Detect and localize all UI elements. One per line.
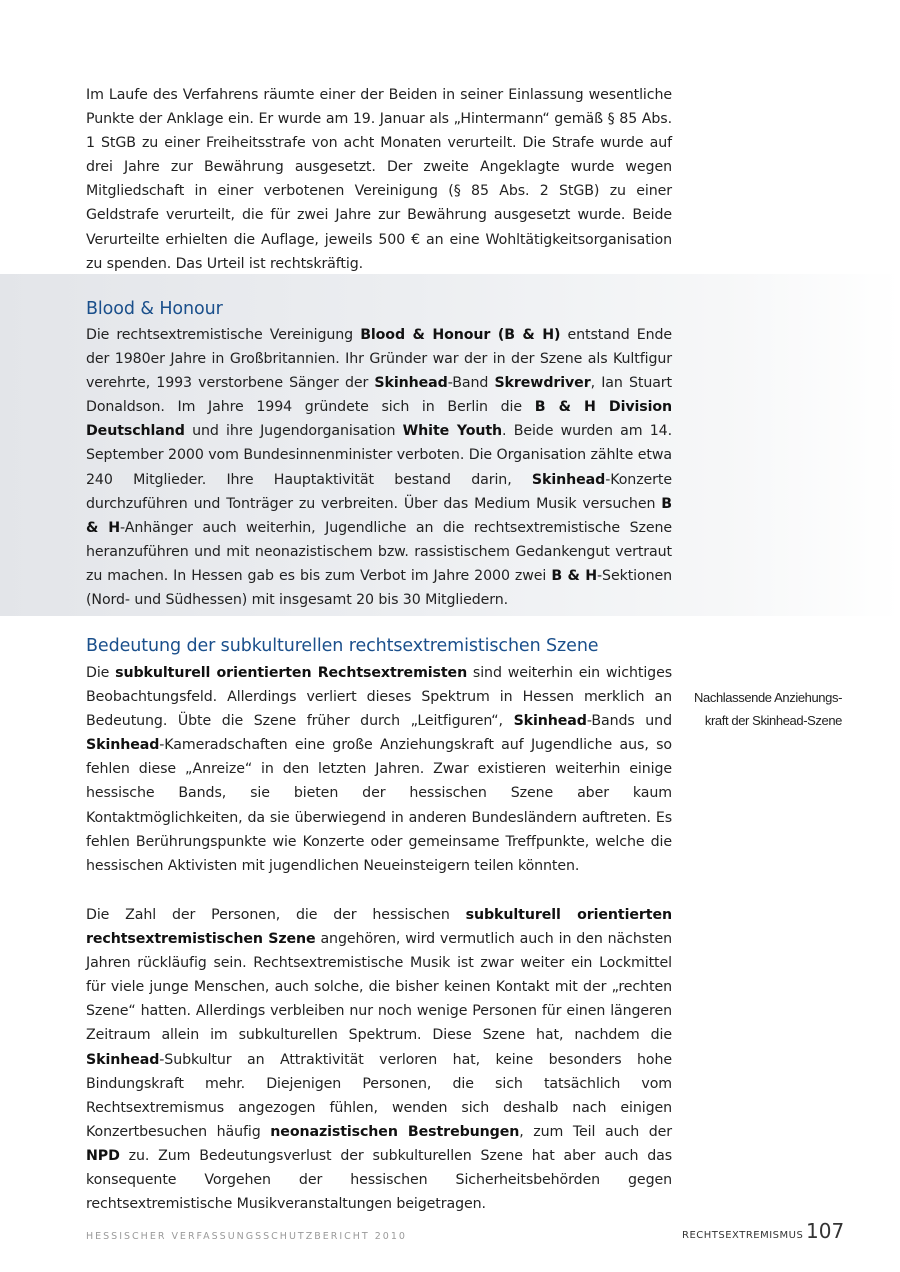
subculture-paragraph-2: Die Zahl der Personen, die der hessischen subkulturell orientierten rechtsextremistischen Szene angehören, wird vermutlich auch in den nächsten Jahren rückläufig sein. Rechtsextremistische Musik ist zwar weiter ein Lockmittel für viele junge Menschen, auch solche, die bisher keinen Kontakt mit der „rechten Szene“ hatten. Allerdings verbleiben nur noch wenige Personen für einen längeren Zeitraum allein im subkulturellen Spektrum. Diese Szene hat, nachdem die Skinhead-Subkultur an Attraktivität verloren hat, keine besonders hohe Bindungskraft mehr. Diejenigen Personen, die sich tatsächlich vom Rechtsextremismus angezogen fühlen, wenden sich deshalb nach einigen Konzertbesuchen häufig neonazistischen Bestrebungen, zum Teil auch der NPD zu. Zum Bedeutungsverlust der subkulturellen Szene hat aber auch das konsequente Vorgehen der hessischen Sicherheitsbehörden gegen rechtsextremistische Musikveranstaltungen beigetragen. <box>86 907 673 1213</box>
bold-term: Skinhead <box>86 737 160 754</box>
bold-term: Skinhead <box>374 375 448 392</box>
bold-term: B & H <box>551 567 598 584</box>
bold-term: neonazistischen Bestrebungen <box>270 1123 520 1140</box>
subculture-paragraph-1: Die subkulturell orientierten Rechtsextremisten sind weiterhin ein wichtiges Beobachtungsfeld. Allerdings verliert dieses Spektrum in Hessen merklich an Bedeutung. Übte die Szene früher durch „Leitfiguren“, Skinhead-Bands und Skinhead-Kameradschaften eine große Anziehungskraft auf Jugendliche aus, so fehlen diese „Anreize“ in den letzten Jahren. Zwar existieren weiterhin einige hessische Bands, sie bieten der hessischen Szene aber kaum Kontaktmöglichkeiten, da sie überwiegend in anderen Bundesländern auftreten. Es fehlen Berührungspunkte wie Konzerte oder gemeinsame Treffpunkte, welche die hessischen Aktivisten mit jugendlichen Neueinsteigern teilen könnten. <box>86 665 672 874</box>
bold-term: Skrewdriver <box>494 375 591 392</box>
bold-term: White Youth <box>402 423 503 440</box>
bold-term: B & H Division Deutschland <box>86 399 672 440</box>
intro-paragraph: Im Laufe des Verfahrens räumte einer der Beiden in seiner Einlassung wesentliche Punkte der Anklage ein. Er wurde am 19. Januar als „Hintermann“ gemäß § 85 Abs. 1 StGB zu einer Freiheitsstrafe von acht Monaten verurteilt. Die Strafe wurde auf drei Jahre zur Bewährung ausgesetzt. Der zweite Angeklagte wurde wegen Mitgliedschaft in einer verbotenen Vereinigung (§ 85 Abs. 2 StGB) zu einer Geldstrafe verurteilt, die für zwei Jahre zur Bewährung ausgesetzt wurde. Beide Verurteilte erhielten die Auflage, jeweils 500 € an eine Wohltätigkeitsorganisation zu spenden. Das Urteil ist rechtskräftig. <box>86 87 672 272</box>
margin-note: Nachlassende Anziehungs-kraft der Skinhead-Szene <box>694 690 842 728</box>
footer-section-name: RECHTSEXTREMISMUS <box>682 1230 804 1241</box>
section-heading-blood-honour: Blood & Honour <box>86 299 223 319</box>
section-heading-subculture: Bedeutung der subkulturellen rechtsextremistischen Szene <box>86 636 599 656</box>
bold-term: subkulturell orientierten Rechtsextremisten <box>115 665 468 681</box>
bold-term: B & H <box>86 495 672 536</box>
bold-term: subkulturell orientierten rechtsextremistischen Szene <box>86 907 672 948</box>
bold-term: Blood & Honour (B & H) <box>360 327 561 343</box>
footer-publication-title: HESSISCHER VERFASSUNGSSCHUTZBERICHT 2010 <box>86 1231 407 1242</box>
bold-term: Skinhead <box>531 471 606 488</box>
bold-term: Skinhead <box>86 1051 160 1068</box>
blood-honour-paragraph: Die rechtsextremistische Vereinigung Blood & Honour (B & H) entstand Ende der 1980er Jahre in Großbritannien. Ihr Gründer war der in der Szene als Kultfigur verehrte, 1993 verstorbene Sänger der Skinhead-Band Skrewdriver, Ian Stuart Donaldson. Im Jahre 1994 gründete sich in Berlin die B & H Division Deutschland und ihre Jugendorganisation White Youth. Beide wurden am 14. September 2000 vom Bundesinnenminister verboten. Die Organisation zählte etwa 240 Mitglieder. Ihre Hauptaktivität bestand darin, Skinhead-Konzerte durchzuführen und Tonträger zu verbreiten. Über das Medium Musik versuchen B & H-Anhänger auch weiterhin, Jugendliche an die rechtsextremistische Szene heranzuführen und mit neonazistischem bzw. rassistischem Gedankengut vertraut zu machen. In Hessen gab es bis zum Verbot im Jahre 2000 zwei B & H-Sektionen (Nord- und Südhessen) mit insgesamt 20 bis 30 Mitgliedern. <box>86 327 673 609</box>
bold-term: NPD <box>86 1147 120 1164</box>
page-number: 107 <box>806 1219 845 1243</box>
bold-term: Skinhead <box>513 713 587 730</box>
